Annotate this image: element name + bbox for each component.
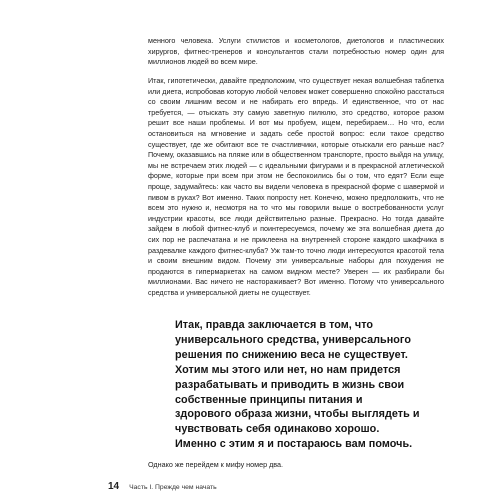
pull-quote: Итак, правда заключается в том, что универсального средства, универсального решения по снижению веса не существует. Хотим мы этого или нет, но нам придется разрабатывать и приводить в жизнь свои собственные принципы питания и здорового образа жизни, чтобы выглядеть и чувствовать себя одинаково хорошо. Именно с этим я и постараюсь вам помочь. — [175, 319, 420, 451]
page-number: 14 — [108, 481, 120, 492]
running-head: Часть I. Прежде чем начать — [129, 484, 217, 491]
main-paragraph: Итак, гипотетически, давайте предположим, что существует некая волшебная таблетка или диета, испробовав которую любой человек может совершенно спокойно расстаться со своим лишним весом и не набирать его впредь. И единственное, что от нас требуется, — отыскать эту самую заветную пилюлю, это средство, которое разом решит все наши проблемы. И вот мы пробуем, ищем, перебираем… Но что, если остановиться на мгновение и задать себе простой вопрос: если такое средство существует, где же обитают все те счастливчики, которые отыскали его раньше нас? Почему, оказавшись на пляже или в общественном транспорте, просто выйдя на улицу, мы не встречаем этих людей — с идеальными фигурами и в прекрасной атлетической форме, которые при всем при этом не беспокоились бы о том, что едят? Если еще проще, задумайтесь: как часто вы видели человека в прекрасной форме с шавермой и пивом в руках? Вот именно. Таких попросту нет. Конечно, можно предположить, что не всем это нужно и, несмотря на то что мы говорили выше о востребованности услуг индустрии красоты, все люди действительно разные. Прекрасно. Но тогда давайте зайдем в любой фитнес-клуб и поинтересуемся, почему же эта волшебная диета до сих пор не распечатана и не приклеена на внутренней стороне каждого шкафчика в раздевалке каждого фитнес-клуба? Уж там-то точно люди интересуются красотой тела и своим внешним видом. Почему эти универсальные наборы для похудения не продаются в гипермаркетах на самом видном месте? Уверен — их разбирали бы миллионами. Вас ничего не настораживает? Вот именно. Потому что универсального средства и универсальной диеты не существует. — [148, 76, 444, 297]
closing-paragraph: Однако же перейдем к мифу номер два. — [148, 460, 283, 469]
page-footer — [108, 481, 217, 493]
intro-paragraph: менного человека. Услуги стилистов и косметологов, диетологов и пластических хирургов, фитнес-тренеров и консультантов стали потребностью номер один для миллионов людей во всем мире. — [148, 36, 444, 67]
